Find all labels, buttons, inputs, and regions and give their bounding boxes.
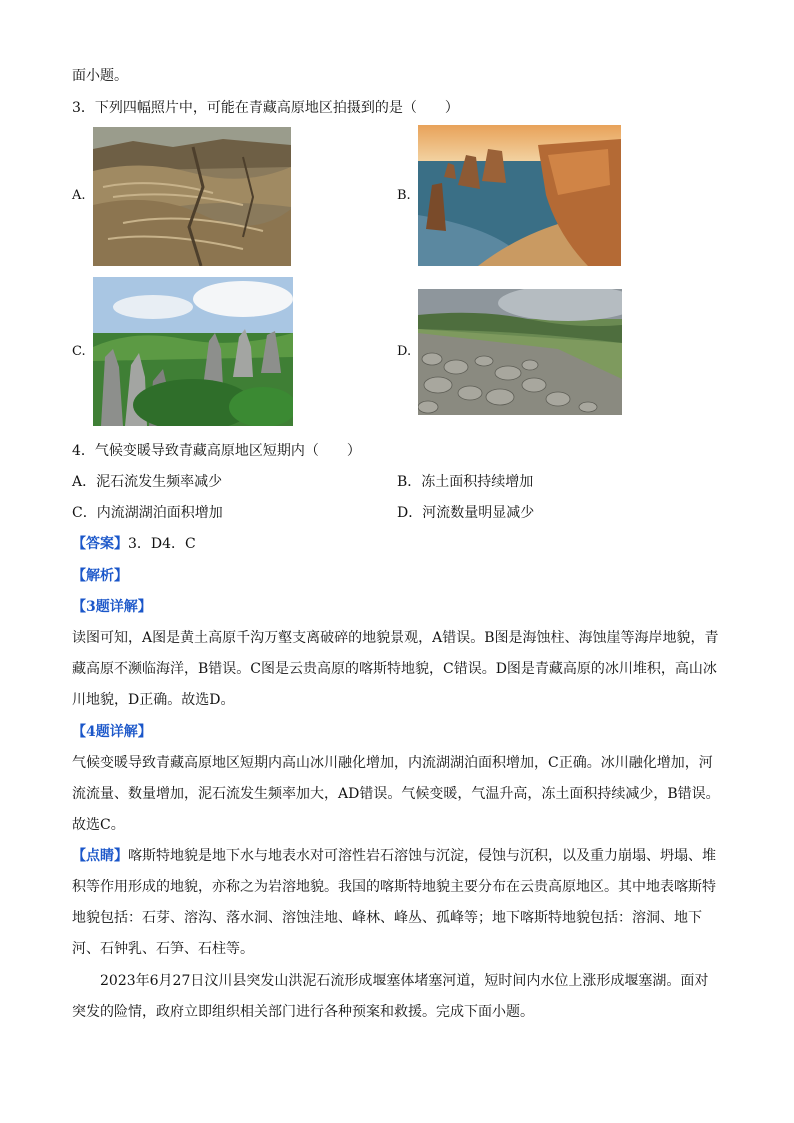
photo-a-loess-plateau bbox=[93, 127, 291, 266]
q4-option-c: C．内流湖湖泊面积增加 bbox=[72, 505, 223, 521]
q4-option-a: A．泥石流发生频率减少 bbox=[72, 474, 223, 490]
option-c-label: C. bbox=[72, 344, 86, 359]
detail-3-text: 读图可知，A图是黄土高原千沟万壑支离破碎的地貌景观，A错误。B图是海蚀柱、海蚀崖等海岸地貌，青藏高原不濒临海洋，B错误。C图是云贵高原的喀斯特地貌，C错误。D图是青藏高原的冰川堆积，高山冰川地貌，D正确。故选D。 bbox=[72, 630, 719, 708]
note-text: 喀斯特地貌是地下水与地表水对可溶性岩石溶蚀与沉淀，侵蚀与沉积，以及重力崩塌、坍塌、堆积等作用形成的地貌，亦称之为岩溶地貌。我国的喀斯特地貌主要分布在云贵高原地区。其中地表喀斯特地貌包括：石芽、溶沟、落水洞、溶蚀洼地、峰林、峰丛、孤峰等；地下喀斯特地貌包括：溶洞、地下河、石钟乳、石笋、石柱等。 bbox=[72, 848, 716, 957]
photo-b-sea-stacks bbox=[418, 125, 621, 266]
q4-option-b: B．冻土面积持续增加 bbox=[397, 474, 534, 490]
photo-d-glacial-boulders bbox=[418, 289, 622, 415]
detail-3-tag: 【3题详解】 bbox=[72, 599, 152, 615]
question-4-stem: 4．气候变暖导致青藏高原地区短期内（ ） bbox=[72, 443, 361, 459]
option-d-label: D. bbox=[397, 344, 412, 359]
lead-in-text: 面小题。 bbox=[72, 68, 128, 84]
option-b-label: B. bbox=[397, 188, 411, 203]
answer-line bbox=[72, 534, 196, 554]
photo-c-stone-forest bbox=[93, 277, 293, 426]
detail-4-text: 气候变暖导致青藏高原地区短期内高山冰川融化增加，内流湖湖泊面积增加，C正确。冰川融化增加，河流流量、数量增加，泥石流发生频率加大，AD错误。气候变暖，气温升高，冻土面积持续减少，B错误。故选C。 bbox=[72, 755, 720, 833]
q4-option-d: D．河流数量明显减少 bbox=[397, 505, 535, 521]
option-a-label: A. bbox=[72, 188, 86, 203]
note-tag: 【点睛】 bbox=[72, 848, 128, 864]
answer-text: 3．D4．C bbox=[128, 536, 196, 552]
question-3-stem: 3．下列四幅照片中，可能在青藏高原地区拍摄到的是（ ） bbox=[72, 100, 459, 116]
note-block bbox=[72, 841, 722, 965]
analysis-tag: 【解析】 bbox=[72, 568, 128, 584]
detail-4-tag: 【4题详解】 bbox=[72, 724, 152, 740]
next-material-text: 2023年6月27日汶川县突发山洪泥石流形成堰塞体堵塞河道，短时间内水位上涨形成堰塞湖。面对突发的险情，政府立即组织相关部门进行各种预案和救援。完成下面小题。 bbox=[72, 973, 709, 1020]
answer-tag: 【答案】 bbox=[72, 536, 128, 552]
